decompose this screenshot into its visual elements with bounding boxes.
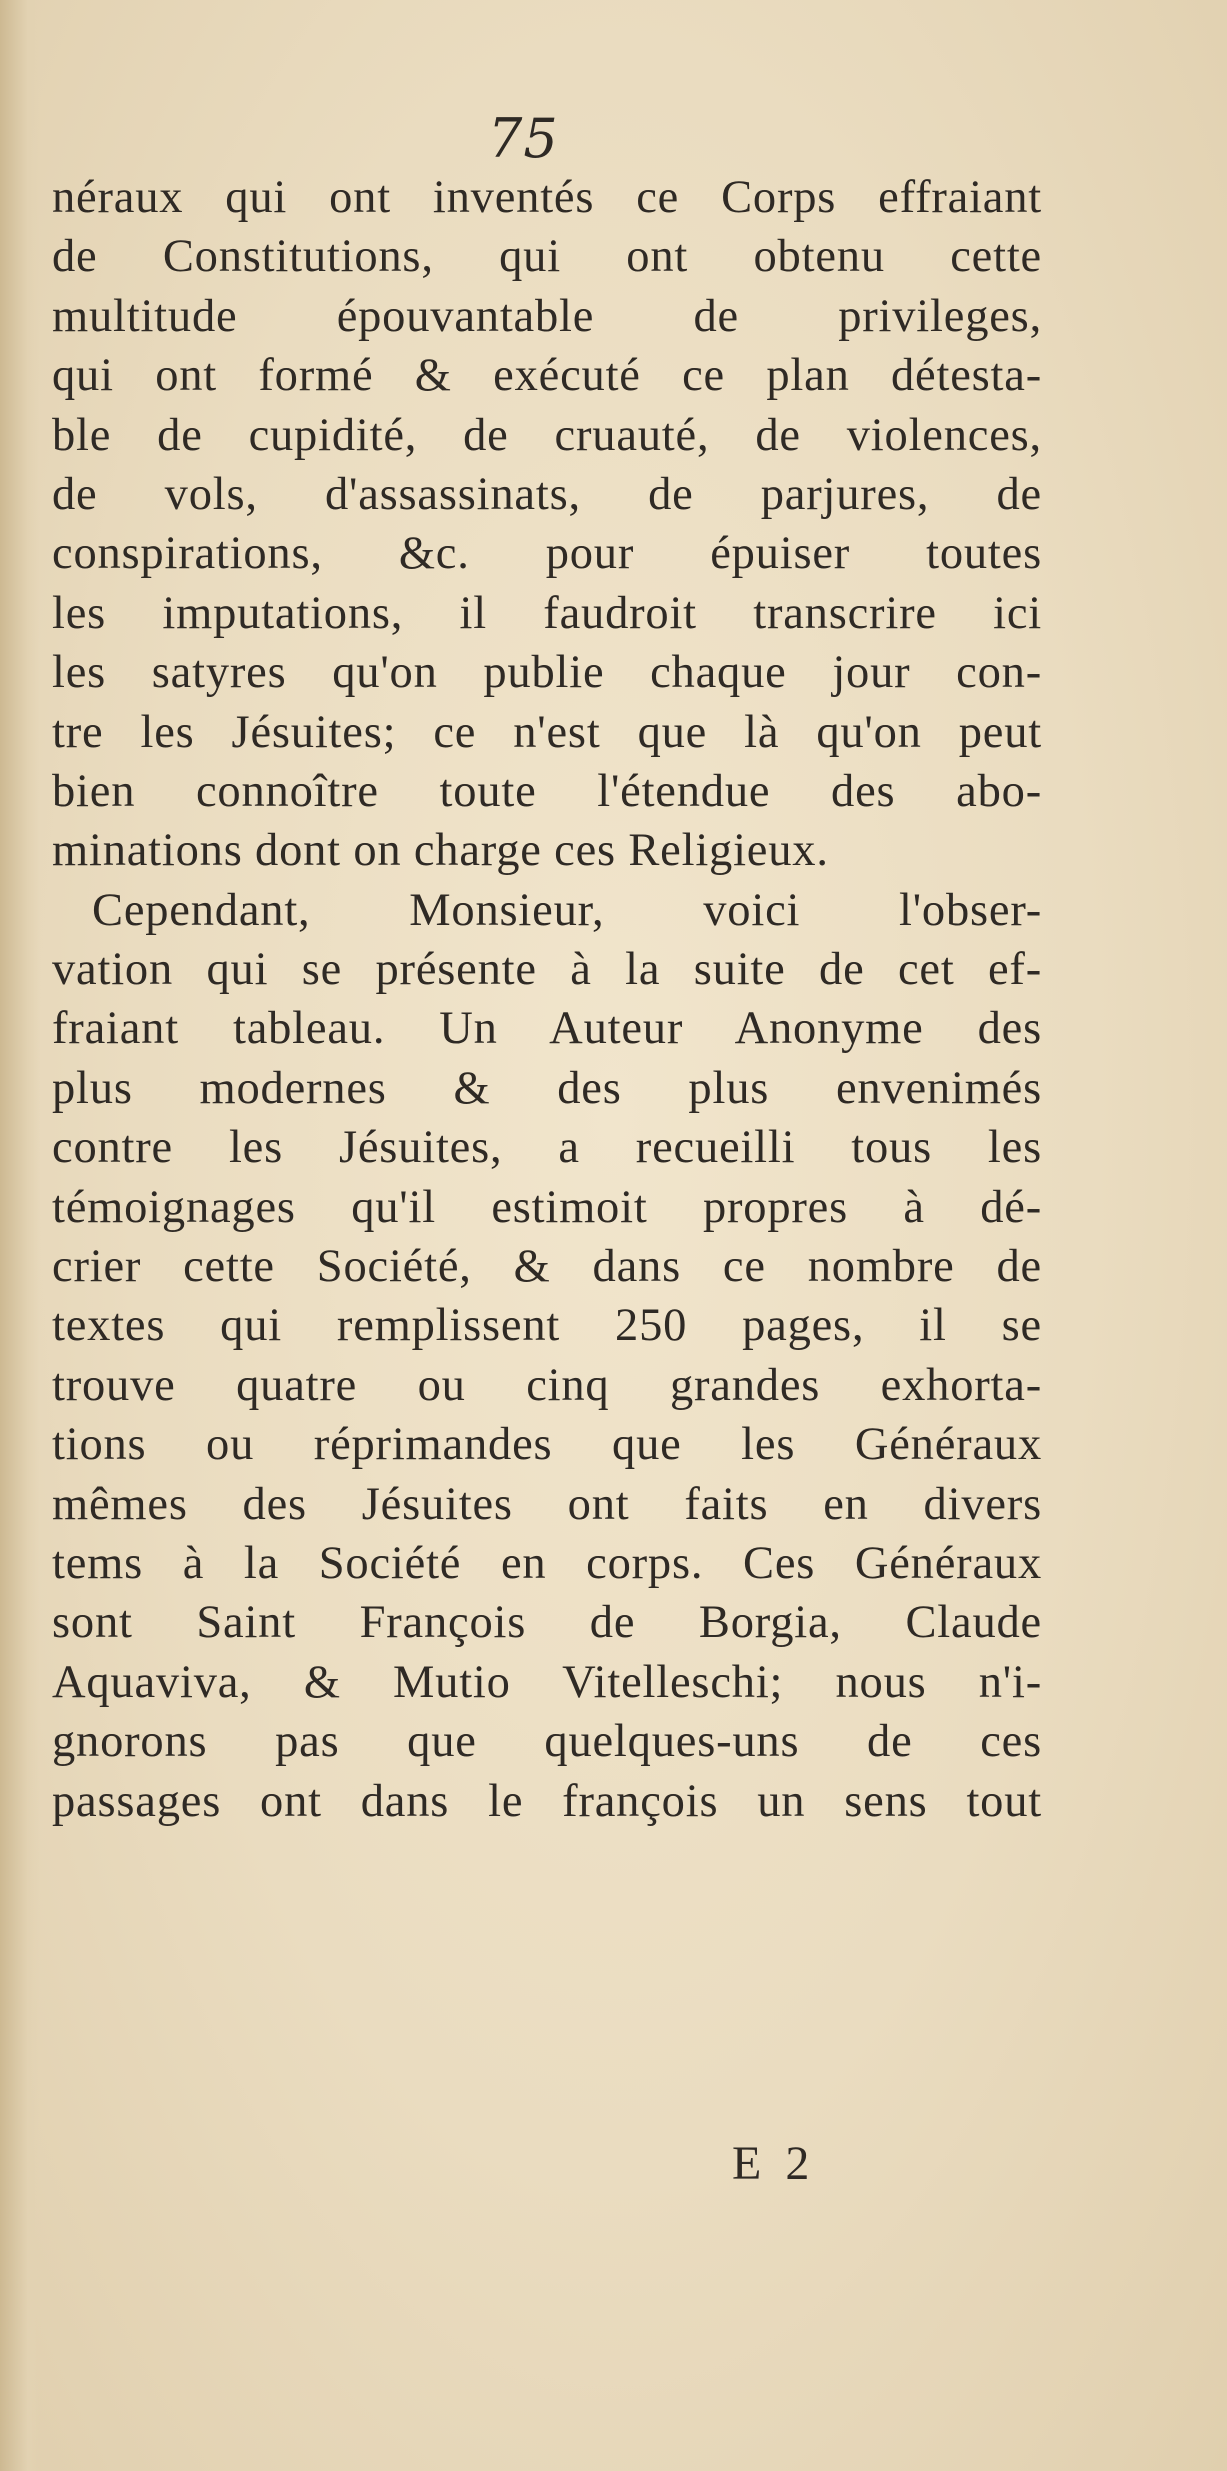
text-line: bien connoître toute l'étendue des abo-	[52, 765, 1042, 817]
page-number: 75	[488, 107, 559, 170]
text-line: textes qui remplissent 250 pages, il se	[52, 1300, 1042, 1352]
text-line: tions ou réprimandes que les Généraux	[52, 1419, 1042, 1471]
text-line: minations dont on charge ces Religieux.	[52, 825, 829, 877]
text-line: Cependant, Monsieur, voici l'obser-	[92, 884, 1042, 936]
text-line: tems à la Société en corps. Ces Généraux	[52, 1537, 1042, 1589]
text-line: conspirations, &c. pour épuiser toutes	[52, 528, 1042, 580]
text-line: fraiant tableau. Un Auteur Anonyme des	[52, 1003, 1042, 1055]
text-line: mêmes des Jésuites ont faits en divers	[52, 1478, 1042, 1530]
text-line: de vols, d'assassinats, de parjures, de	[52, 468, 1042, 520]
text-line: vation qui se présente à la suite de cet ef-	[52, 944, 1042, 996]
text-line: ble de cupidité, de cruauté, de violences,	[52, 409, 1042, 461]
text-line: crier cette Société, & dans ce nombre de	[52, 1241, 1042, 1293]
text-line: contre les Jésuites, a recueilli tous les	[52, 1122, 1042, 1174]
text-line: sont Saint François de Borgia, Claude	[52, 1597, 1042, 1649]
text-line: multitude épouvantable de privileges,	[52, 290, 1042, 342]
text-line: de Constitutions, qui ont obtenu cette	[52, 231, 1042, 283]
page-gutter-shadow	[0, 0, 40, 2471]
text-line: plus modernes & des plus envenimés	[52, 1062, 1042, 1114]
text-line: les satyres qu'on publie chaque jour con-	[52, 647, 1042, 699]
text-line: témoignages qu'il estimoit propres à dé-	[52, 1181, 1042, 1233]
text-line: qui ont formé & exécuté ce plan détesta-	[52, 350, 1042, 402]
text-line: les imputations, il faudroit transcrire ici	[52, 587, 1042, 639]
text-line: trouve quatre ou cinq grandes exhorta-	[52, 1359, 1042, 1411]
text-line: passages ont dans le françois un sens tout	[52, 1775, 1042, 1827]
text-line: Aquaviva, & Mutio Vitelleschi; nous n'i-	[52, 1656, 1042, 1708]
text-line: gnorons pas que quelques-uns de ces	[52, 1716, 1042, 1768]
body-text	[52, 168, 1042, 1831]
text-line: tre les Jésuites; ce n'est que là qu'on peut	[52, 706, 1042, 758]
text-line: néraux qui ont inventés ce Corps effraiant	[52, 172, 1042, 223]
signature-mark: E 2	[732, 2137, 816, 2190]
